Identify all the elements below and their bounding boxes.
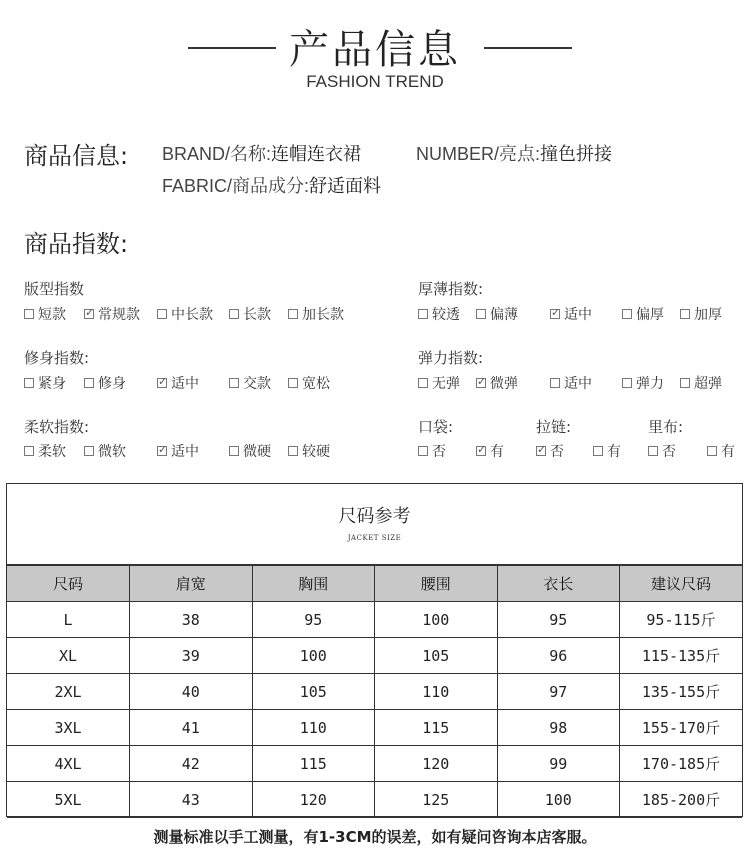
index-option-zipper: [593, 441, 621, 461]
size-table-cell: 100: [252, 638, 375, 674]
size-table-header-cell: 尺码: [7, 566, 130, 602]
index-title-fit: 版型指数: [24, 280, 85, 298]
unchecked-box-icon: [680, 378, 690, 388]
index-option-fit: [24, 304, 66, 324]
size-table: [7, 565, 742, 818]
index-option-label: 适中: [171, 444, 199, 460]
index-option-label: 微硬: [243, 444, 271, 460]
unchecked-box-icon: [24, 446, 34, 456]
index-option-fit: [288, 304, 344, 324]
index-option-slim: [229, 373, 271, 393]
size-table-cell: 110: [375, 674, 498, 710]
table-row: [7, 674, 742, 710]
index-option-label: 长款: [243, 307, 271, 323]
unchecked-box-icon: [288, 378, 298, 388]
index-option-pocket: [476, 441, 504, 461]
index-title-thickness: 厚薄指数:: [418, 280, 484, 298]
fabric-value: 舒适面料: [309, 176, 382, 196]
index-option-label: 有: [607, 444, 621, 460]
index-option-fit: [229, 304, 271, 324]
index-option-pocket: [418, 441, 446, 461]
index-option-label: 有: [490, 444, 504, 460]
size-table-header-cell: 胸围: [252, 566, 375, 602]
index-option-soft: [24, 441, 66, 461]
checked-box-icon: [476, 446, 486, 456]
header-divider-right: [484, 47, 572, 49]
size-table-cell: 99: [497, 746, 620, 782]
table-row: [7, 746, 742, 782]
index-option-fit: [157, 304, 213, 324]
size-table-cell: L: [7, 602, 130, 638]
fabric-line: [162, 172, 381, 198]
table-row: [7, 782, 742, 818]
checked-box-icon: [157, 446, 167, 456]
index-option-elastic: [680, 373, 722, 393]
size-table-cell: 41: [130, 710, 253, 746]
size-table-cell: 39: [130, 638, 253, 674]
checked-box-icon: [84, 309, 94, 319]
index-option-slim: [288, 373, 330, 393]
size-table-header-cell: 肩宽: [130, 566, 253, 602]
size-table-cell: 135-155斤: [620, 674, 743, 710]
unchecked-box-icon: [24, 378, 34, 388]
index-title-elastic: 弹力指数:: [418, 349, 484, 367]
index-option-soft: [84, 441, 126, 461]
brand-key: BRAND/名称:: [162, 144, 272, 164]
unchecked-box-icon: [680, 309, 690, 319]
size-table-cell: 2XL: [7, 674, 130, 710]
number-key: NUMBER/亮点:: [416, 144, 541, 164]
index-option-slim: [84, 373, 126, 393]
index-option-elastic: [418, 373, 460, 393]
product-index-label: 商品指数:: [24, 230, 129, 258]
table-row: [7, 638, 742, 674]
index-option-soft: [229, 441, 271, 461]
index-title-slim: 修身指数:: [24, 349, 90, 367]
page-subtitle: FASHION TREND: [306, 72, 444, 91]
index-option-thickness: [476, 304, 518, 324]
index-option-thickness: [622, 304, 664, 324]
unchecked-box-icon: [476, 309, 486, 319]
size-table-cell: 115-135斤: [620, 638, 743, 674]
index-option-thickness: [680, 304, 722, 324]
index-option-label: 紧身: [38, 376, 66, 392]
size-table-cell: 185-200斤: [620, 782, 743, 818]
index-option-fit: [84, 304, 140, 324]
page-header: [0, 0, 750, 110]
index-option-slim: [24, 373, 66, 393]
size-table-cell: 4XL: [7, 746, 130, 782]
size-table-header-cell: 建议尺码: [620, 566, 743, 602]
unchecked-box-icon: [593, 446, 603, 456]
index-option-label: 中长款: [171, 307, 213, 323]
index-option-zipper: [536, 441, 564, 461]
index-option-label: 微软: [98, 444, 126, 460]
index-option-label: 适中: [564, 376, 592, 392]
size-table-cell: 43: [130, 782, 253, 818]
index-option-label: 否: [550, 444, 564, 460]
unchecked-box-icon: [84, 446, 94, 456]
unchecked-box-icon: [418, 309, 428, 319]
index-option-label: 短款: [38, 307, 66, 323]
size-table-cell: XL: [7, 638, 130, 674]
table-row: [7, 710, 742, 746]
index-option-label: 交款: [243, 376, 271, 392]
number-value: 撞色拼接: [540, 144, 613, 164]
index-option-label: 超弹: [694, 376, 722, 392]
index-option-lining: [648, 441, 676, 461]
index-option-thickness: [550, 304, 592, 324]
index-option-label: 无弹: [432, 376, 460, 392]
index-option-label: 宽松: [302, 376, 330, 392]
size-table-body: [7, 602, 742, 818]
size-table-cell: 115: [375, 710, 498, 746]
index-option-label: 适中: [564, 307, 592, 323]
index-option-label: 常规款: [98, 307, 140, 323]
index-option-lining: [707, 441, 735, 461]
size-table-cell: 97: [497, 674, 620, 710]
size-chart-subtitle: JACKET SIZE: [347, 534, 402, 542]
index-option-label: 柔软: [38, 444, 66, 460]
size-table-cell: 98: [497, 710, 620, 746]
index-option-soft: [288, 441, 330, 461]
size-table-cell: 3XL: [7, 710, 130, 746]
index-option-elastic: [476, 373, 518, 393]
size-table-cell: 115: [252, 746, 375, 782]
index-title-zipper: 拉链:: [536, 418, 572, 436]
table-row: [7, 602, 742, 638]
unchecked-box-icon: [550, 378, 560, 388]
size-table-cell: 155-170斤: [620, 710, 743, 746]
index-option-label: 较硬: [302, 444, 330, 460]
size-table-cell: 38: [130, 602, 253, 638]
index-option-label: 偏厚: [636, 307, 664, 323]
unchecked-box-icon: [418, 378, 428, 388]
size-table-cell: 95-115斤: [620, 602, 743, 638]
measurement-note: 测量标准以手工测量，有1-3CM的误差，如有疑问咨询本店客服。: [153, 828, 597, 846]
size-table-cell: 95: [252, 602, 375, 638]
size-table-cell: 100: [375, 602, 498, 638]
size-table-header-cell: 腰围: [375, 566, 498, 602]
unchecked-box-icon: [418, 446, 428, 456]
fabric-key: FABRIC/商品成分:: [162, 176, 310, 196]
size-table-header-cell: 衣长: [497, 566, 620, 602]
unchecked-box-icon: [622, 378, 632, 388]
index-option-label: 否: [662, 444, 676, 460]
index-option-label: 微弹: [490, 376, 518, 392]
index-option-label: 否: [432, 444, 446, 460]
checked-box-icon: [476, 378, 486, 388]
size-table-cell: 120: [375, 746, 498, 782]
unchecked-box-icon: [229, 309, 239, 319]
index-option-elastic: [550, 373, 592, 393]
index-title-soft: 柔软指数:: [24, 418, 90, 436]
size-chart-header: [7, 484, 742, 565]
checked-box-icon: [157, 378, 167, 388]
size-table-cell: 120: [252, 782, 375, 818]
checked-box-icon: [550, 309, 560, 319]
page-title: 产品信息: [289, 27, 461, 73]
index-title-lining: 里布:: [648, 418, 684, 436]
index-option-label: 加厚: [694, 307, 722, 323]
index-option-thickness: [418, 304, 460, 324]
index-option-label: 偏薄: [490, 307, 518, 323]
size-table-header-row: [7, 566, 742, 602]
index-title-pocket: 口袋:: [418, 418, 454, 436]
size-table-cell: 110: [252, 710, 375, 746]
unchecked-box-icon: [84, 378, 94, 388]
index-option-label: 适中: [171, 376, 199, 392]
index-option-label: 加长款: [302, 307, 344, 323]
unchecked-box-icon: [288, 309, 298, 319]
unchecked-box-icon: [24, 309, 34, 319]
index-option-soft: [157, 441, 199, 461]
index-option-label: 修身: [98, 376, 126, 392]
brand-value: 连帽连衣裙: [271, 144, 362, 164]
unchecked-box-icon: [622, 309, 632, 319]
checked-box-icon: [536, 446, 546, 456]
size-table-cell: 5XL: [7, 782, 130, 818]
brand-line: [162, 140, 361, 166]
product-info-label: 商品信息:: [24, 142, 129, 170]
size-table-cell: 40: [130, 674, 253, 710]
unchecked-box-icon: [288, 446, 298, 456]
index-option-elastic: [622, 373, 664, 393]
size-table-cell: 95: [497, 602, 620, 638]
unchecked-box-icon: [648, 446, 658, 456]
size-table-cell: 105: [252, 674, 375, 710]
size-chart-title: 尺码参考: [338, 506, 411, 527]
size-table-cell: 105: [375, 638, 498, 674]
unchecked-box-icon: [157, 309, 167, 319]
size-table-cell: 42: [130, 746, 253, 782]
size-table-cell: 170-185斤: [620, 746, 743, 782]
number-line: [416, 140, 612, 166]
index-option-slim: [157, 373, 199, 393]
size-chart: [6, 483, 743, 817]
size-table-cell: 100: [497, 782, 620, 818]
unchecked-box-icon: [707, 446, 717, 456]
index-option-label: 较透: [432, 307, 460, 323]
size-table-cell: 96: [497, 638, 620, 674]
size-table-cell: 125: [375, 782, 498, 818]
index-option-label: 有: [721, 444, 735, 460]
index-option-label: 弹力: [636, 376, 664, 392]
unchecked-box-icon: [229, 446, 239, 456]
unchecked-box-icon: [229, 378, 239, 388]
